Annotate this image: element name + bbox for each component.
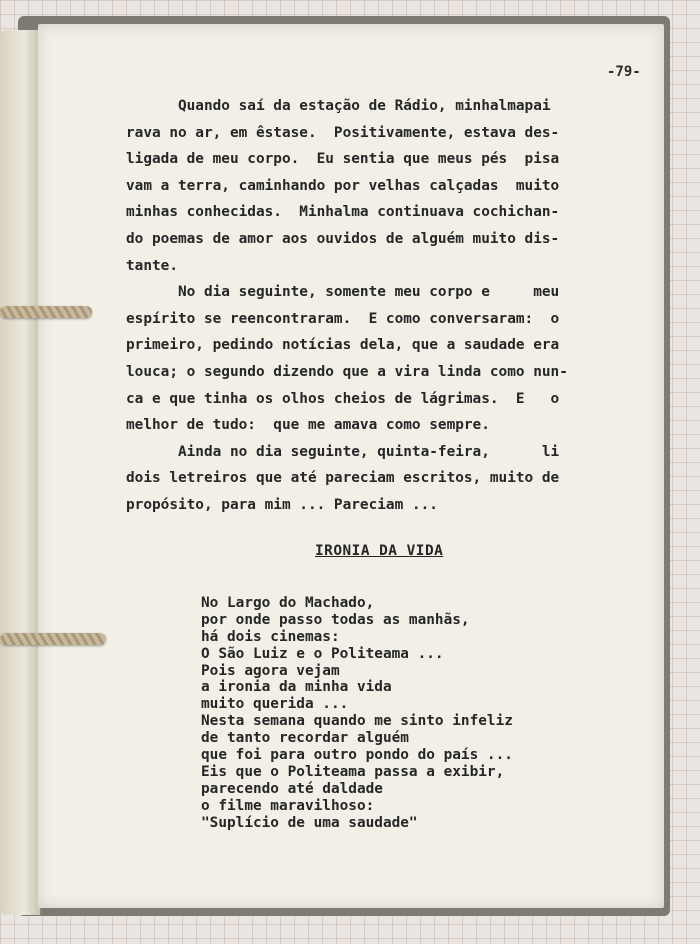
text-line: minhas conhecidas. Minhalma continuava cochichan- [126,204,560,221]
poem-title: IRONIA DA VIDA [315,543,444,559]
binder-spine [0,30,42,915]
page-number: -79- [607,64,641,80]
binding-string-bottom [0,633,106,645]
text-line: melhor de tudo: que me amava como sempre. [126,417,490,434]
poem-line: O São Luiz e o Politeama ... [201,645,444,662]
poem-line: que foi para outro pondo do país ... [201,747,513,764]
text-line: rava no ar, em êstase. Positivamente, estava des- [126,124,560,141]
text-line: No dia seguinte, somente meu corpo e meu [126,284,560,301]
text-line: louca; o segundo dizendo que a vira linda como nun- [126,363,568,380]
text-line: Quando saí da estação de Rádio, minhalmapai [126,98,551,114]
poem-line: Pois agora vejam [201,662,340,679]
poem-line: No Largo do Machado, [201,595,375,611]
text-line: tante. [126,257,178,274]
poem-line: "Suplício de uma saudade" [201,814,418,831]
poem-line: Nesta semana quando me sinto infeliz [201,713,513,730]
paragraph [126,93,654,279]
poem-line: o filme maravilhoso: [201,797,375,814]
paragraph [126,279,654,439]
poem-line: parecendo até daldade [201,780,383,797]
poem-line: há dois cinemas: [201,628,340,645]
poem-line: muito querida ... [201,696,349,713]
text-line: propósito, para mim ... Pareciam ... [126,496,438,513]
poem-line: de tanto recordar alguém [201,730,409,747]
text-line: ligada de meu corpo. Eu sentia que meus pés pisa [126,151,560,168]
text-line: ca e que tinha os olhos cheios de lágrimas. E o [126,390,560,407]
poem [201,595,621,831]
text-line: do poemas de amor aos ouvidos de alguém muito dis- [126,230,560,247]
prose-body [126,93,654,519]
poem-line: a ironia da minha vida [201,679,392,696]
text-line: vam a terra, caminhando por velhas calçadas muito [126,177,560,194]
text-line: espírito se reencontraram. E como conversaram: o [126,310,560,327]
binding-string-top [0,306,92,318]
text-line: dois letreiros que até pareciam escritos, muito de [126,470,560,487]
poem-line: por onde passo todas as manhãs, [201,611,470,628]
text-line: primeiro, pedindo notícias dela, que a saudade era [126,337,560,354]
paragraph [126,439,654,519]
poem-line: Eis que o Politeama passa a exibir, [201,763,505,780]
text-line: Ainda no dia seguinte, quinta-feira, li [126,443,560,460]
